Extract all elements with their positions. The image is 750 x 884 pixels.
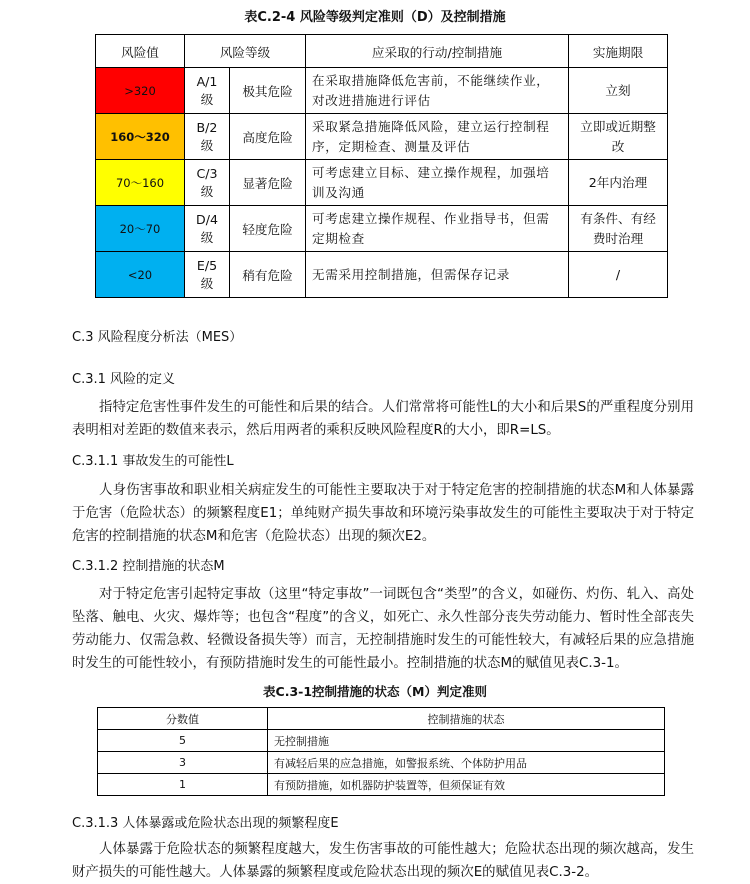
section-heading-c312: C.3.1.2 控制措施的状态M (72, 559, 225, 574)
control-state-table (97, 707, 665, 796)
risk-value-cell: <20 (96, 252, 185, 298)
level-name-cell: 高度危险 (230, 114, 306, 160)
table-row (96, 252, 668, 298)
table-row (96, 206, 668, 252)
section-heading-c313: C.3.1.3 人体暴露或危险状态出现的频繁程度E (72, 816, 339, 831)
action-cell: 可考虑建立操作规程、作业指导书，但需定期检查 (306, 206, 569, 252)
paragraph-c312: 对于特定危害引起特定事故（这里“特定事故”一词既包含“类型”的含义，如碰伤、灼伤、轧入、高处坠落、触电、火灾、爆炸等；也包含“程度”的含义，如死亡、永久性部分丧失劳动能力、暂时性全部丧失劳动能力、仅需急救、轻微设备损失等）而言，无控制措施时发生的可能性较大，有减轻后果的应急措施时发生的可能性较小，有预防措施时发生的可能性最小。控制措施的状态M的赋值见表C.3-1。 (72, 587, 694, 671)
paragraph-c31: 指特定危害性事件发生的可能性和后果的结合。人们常常将可能性L的大小和后果S的严重程度分别用表明相对差距的数值来表示，然后用两者的乘积反映风险程度R的大小，即R=LS。 (72, 400, 694, 438)
risk-value-cell: >320 (96, 68, 185, 114)
risk-value-cell: 160～320 (96, 114, 185, 160)
level-name-cell: 稍有危险 (230, 252, 306, 298)
table-row (98, 752, 665, 774)
time-limit-cell: 2年内治理 (569, 160, 668, 206)
header-score: 分数值 (98, 708, 268, 730)
risk-value-cell: 20～70 (96, 206, 185, 252)
state-cell: 无控制措施 (268, 730, 665, 752)
level-code-cell: A/1级 (185, 68, 230, 114)
score-cell: 1 (98, 774, 268, 796)
header-action: 应采取的行动/控制措施 (306, 35, 569, 68)
level-code-cell: B/2级 (185, 114, 230, 160)
table-row (98, 730, 665, 752)
paragraph-c311: 人身伤害事故和职业相关病症发生的可能性主要取决于对于特定危害的控制措施的状态M和人体暴露于危害（危险状态）的频繁程度E1；单纯财产损失事故和环境污染事故发生的可能性主要取决于对于特定危害的控制措施的状态M和危害（危险状态）出现的频次E2。 (72, 483, 694, 544)
level-code-cell: D/4级 (185, 206, 230, 252)
action-cell: 在采取措施降低危害前，不能继续作业，对改进措施进行评估 (306, 68, 569, 114)
level-code-cell: E/5级 (185, 252, 230, 298)
risk-value-cell: 70～160 (96, 160, 185, 206)
time-limit-cell: 立即或近期整改 (569, 114, 668, 160)
action-cell: 无需采用控制措施，但需保存记录 (306, 252, 569, 298)
header-control-state: 控制措施的状态 (268, 708, 665, 730)
level-name-cell: 极其危险 (230, 68, 306, 114)
score-cell: 5 (98, 730, 268, 752)
section-heading-c311: C.3.1.1 事故发生的可能性L (72, 454, 234, 469)
section-heading-c31: C.3.1 风险的定义 (72, 372, 176, 387)
table-c24-caption: 表C.2-4 风险等级判定准则（D）及控制措施 (244, 10, 506, 25)
state-cell: 有预防措施，如机器防护装置等，但须保证有效 (268, 774, 665, 796)
level-name-cell: 轻度危险 (230, 206, 306, 252)
section-heading-c3: C.3 风险程度分析法（MES） (72, 330, 243, 345)
paragraph-c313: 人体暴露于危险状态的频繁程度越大，发生伤害事故的可能性越大；危险状态出现的频次越高，发生财产损失的可能性越大。人体暴露的频繁程度或危险状态出现的频次E的赋值见表C.3-2。 (72, 842, 694, 880)
state-cell: 有减轻后果的应急措施，如警报系统、个体防护用品 (268, 752, 665, 774)
action-cell: 可考虑建立目标、建立操作规程，加强培训及沟通 (306, 160, 569, 206)
level-name-cell: 显著危险 (230, 160, 306, 206)
table-row (98, 774, 665, 796)
header-time-limit: 实施期限 (569, 35, 668, 68)
level-code-cell: C/3级 (185, 160, 230, 206)
table-row (96, 68, 668, 114)
action-cell: 采取紧急措施降低风险，建立运行控制程序，定期检查、测量及评估 (306, 114, 569, 160)
table-c31-caption: 表C.3-1控制措施的状态（M）判定准则 (263, 684, 487, 699)
score-cell: 3 (98, 752, 268, 774)
table-header-row (96, 35, 668, 68)
time-limit-cell: 有条件、有经费时治理 (569, 206, 668, 252)
table-row (96, 160, 668, 206)
header-risk-level: 风险等级 (185, 35, 306, 68)
time-limit-cell: 立刻 (569, 68, 668, 114)
table-row (96, 114, 668, 160)
time-limit-cell: / (569, 252, 668, 298)
header-risk-value: 风险值 (96, 35, 185, 68)
table-header-row (98, 708, 665, 730)
risk-level-table (95, 34, 668, 298)
